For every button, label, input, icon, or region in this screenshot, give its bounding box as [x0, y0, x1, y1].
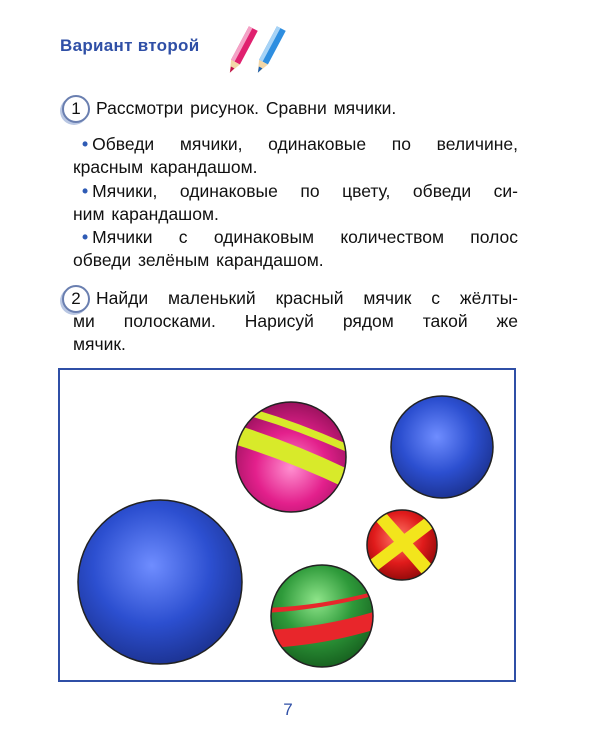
task-number-1: 1: [62, 95, 90, 123]
bullet-text: Обведи мячики, одинаковые по величине,: [92, 134, 518, 154]
bullet-dot: •: [82, 227, 89, 247]
pencils-icon: [224, 24, 294, 80]
task1-bullet-2-cont: ним карандашом.: [73, 204, 219, 224]
task2-line-3: мячик.: [73, 334, 126, 354]
big-blue-ball: [78, 500, 242, 664]
picture-frame: [58, 368, 516, 682]
task1-intro: Рассмотри рисунок. Сравни мячики.: [96, 98, 397, 118]
bullet-text: Мячики, одинаковые по цвету, обведи си-: [92, 181, 518, 201]
pink-striped-ball: [220, 400, 360, 512]
balls-picture: [60, 370, 514, 680]
red-yellow-ball: [367, 510, 437, 580]
task1-bullet-1: [82, 133, 518, 155]
task1-bullet-1-cont: красным карандашом.: [73, 157, 258, 177]
bullet-dot: •: [82, 181, 89, 201]
task-number-2: 2: [62, 285, 90, 313]
page-number: 7: [283, 700, 293, 719]
bullet-dot: •: [82, 134, 89, 154]
small-blue-ball: [391, 396, 493, 498]
task1-bullet-3-cont: обведи зелёным карандашом.: [73, 250, 324, 270]
task1-bullet-2: [82, 180, 518, 202]
variant-title: Вариант второй: [60, 36, 200, 55]
green-striped-ball: [265, 565, 380, 667]
bullet-text: Мячики с одинаковым количеством полос: [92, 227, 518, 247]
task1-bullet-3: [82, 226, 518, 248]
task2-line-1: Найди маленький красный мячик с жёлты-: [96, 288, 518, 308]
task2-line-2: ми полосками. Нарисуй рядом такой же: [73, 311, 518, 331]
